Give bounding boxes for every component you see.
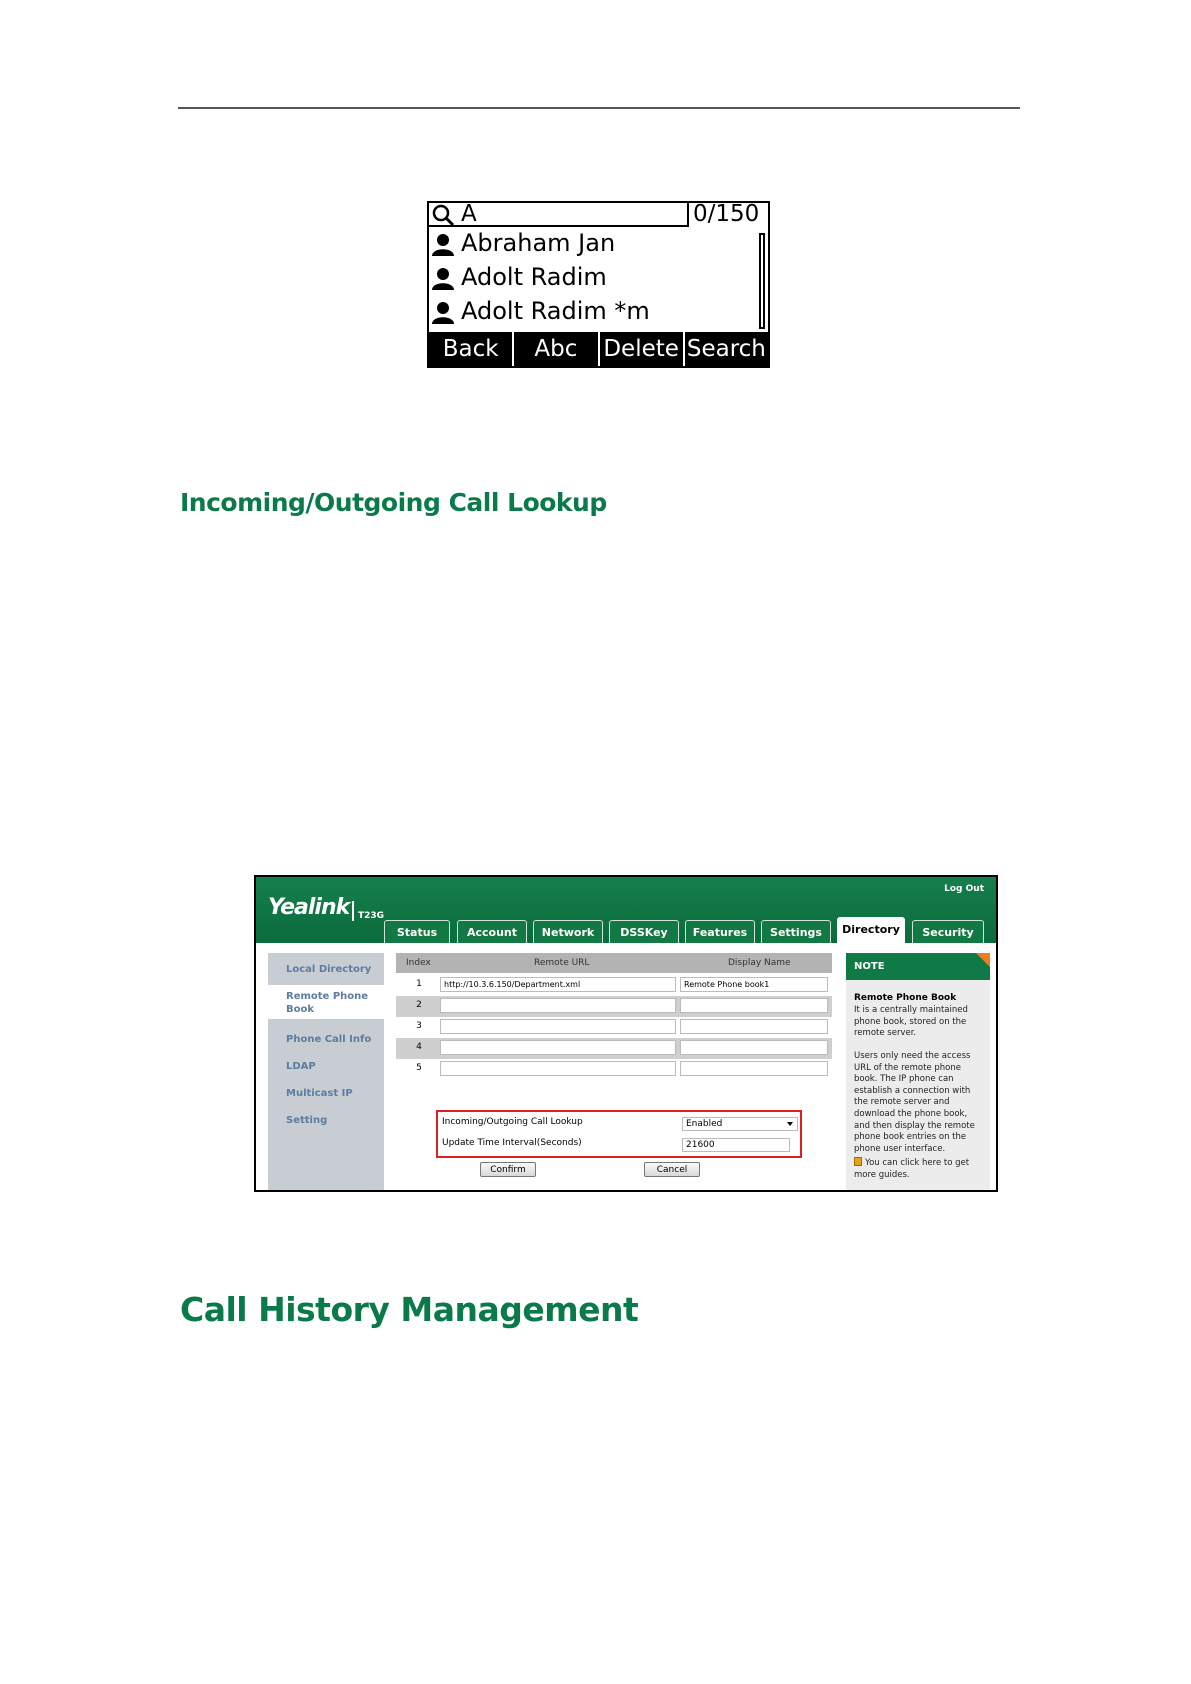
note-paragraph: Users only need the access URL of the remote phone book. The IP phone can establish a connection with the remote server and download the phone book, and then display the remote phone book entries on the phone user interface.: [854, 1051, 975, 1154]
row-index: 3: [416, 1021, 422, 1031]
lcd-scrollbar: [759, 233, 765, 329]
table-row: [396, 975, 832, 996]
lcd-contact-name: Abraham Jan: [461, 229, 616, 257]
yealink-logo: Yealink: [268, 895, 350, 920]
web-ui-screenshot: [254, 875, 998, 1192]
guide-book-icon: [854, 1157, 862, 1166]
table-row: [396, 996, 832, 1017]
call-lookup-select[interactable]: [682, 1117, 798, 1131]
tab-account[interactable]: Account: [457, 920, 527, 943]
update-interval-label: Update Time Interval(Seconds): [442, 1138, 582, 1148]
confirm-button[interactable]: Confirm: [480, 1162, 536, 1177]
display-name-input[interactable]: [680, 998, 828, 1013]
call-lookup-label: Incoming/Outgoing Call Lookup: [442, 1117, 583, 1127]
remote-url-input[interactable]: [440, 1040, 676, 1055]
section-title: Incoming/Outgoing Call Lookup: [180, 488, 607, 517]
tab-settings[interactable]: Settings: [761, 920, 831, 943]
column-header-remote-url: Remote URL: [534, 958, 590, 968]
header-rule: [178, 107, 1020, 109]
highlight-box: [436, 1110, 802, 1158]
phone-lcd-screenshot: [427, 201, 770, 368]
sidebar-item-remote-phone-book[interactable]: Remote Phone Book: [268, 985, 384, 1019]
remote-url-input[interactable]: http://10.3.6.150/Department.xml: [440, 977, 676, 992]
display-name-input[interactable]: Remote Phone book1: [680, 977, 828, 992]
row-index: 5: [416, 1063, 422, 1073]
cancel-button[interactable]: Cancel: [644, 1162, 700, 1177]
table-row: [396, 1038, 832, 1059]
person-icon: [431, 267, 455, 295]
lcd-contact-name: Adolt Radim *m: [461, 297, 650, 325]
row-index: 4: [416, 1042, 422, 1052]
sidebar: [268, 953, 384, 1192]
note-guide-link[interactable]: [854, 1157, 984, 1181]
row-index: 2: [416, 1000, 422, 1010]
softkey-search[interactable]: Search: [686, 336, 766, 362]
note-header: NOTE: [846, 953, 990, 980]
note-guide-text: You can click here to get more guides.: [854, 1158, 970, 1180]
table-row: [396, 1017, 832, 1038]
note-panel: [846, 953, 990, 1192]
lcd-search-field: [429, 203, 689, 227]
lcd-contact-row: [429, 230, 749, 260]
sidebar-item-ldap[interactable]: LDAP: [286, 1061, 316, 1072]
sidebar-item-phone-call-info[interactable]: Phone Call Info: [286, 1034, 372, 1045]
tab-dsskey[interactable]: DSSKey: [609, 920, 679, 943]
dropdown-arrow-icon: [787, 1122, 793, 1126]
person-icon: [431, 301, 455, 329]
column-header-display-name: Display Name: [728, 958, 791, 968]
display-name-input[interactable]: [680, 1040, 828, 1055]
row-index: 1: [416, 979, 422, 989]
tab-features[interactable]: Features: [685, 920, 755, 943]
note-corner-icon: [976, 953, 990, 967]
tab-security[interactable]: Security: [912, 920, 984, 943]
chapter-title: Call History Management: [180, 1290, 639, 1329]
person-icon: [431, 233, 455, 261]
lcd-contact-row: [429, 264, 749, 294]
lcd-contact-row: [429, 298, 749, 328]
table-row: [396, 1059, 832, 1080]
lcd-contact-count: 0/150: [693, 201, 760, 227]
display-name-input[interactable]: [680, 1061, 828, 1076]
magnifier-icon: [431, 204, 461, 232]
tab-status[interactable]: Status: [384, 920, 450, 943]
remote-url-input[interactable]: [440, 998, 676, 1013]
lcd-contact-name: Adolt Radim: [461, 263, 607, 291]
remote-url-input[interactable]: [440, 1019, 676, 1034]
display-name-input[interactable]: [680, 1019, 828, 1034]
softkey-back[interactable]: Back: [429, 332, 514, 366]
note-title: Remote Phone Book: [854, 993, 957, 1003]
note-paragraph: It is a centrally maintained phone book, stored on the remote server.: [854, 1005, 968, 1039]
softkey-abc[interactable]: Abc: [514, 332, 599, 366]
model-label: T23G: [352, 901, 384, 921]
remote-url-input[interactable]: [440, 1061, 676, 1076]
web-header: [256, 877, 996, 943]
column-header-index: Index: [406, 958, 431, 968]
tab-directory[interactable]: Directory: [837, 917, 905, 943]
sidebar-item-multicast-ip[interactable]: Multicast IP: [286, 1088, 353, 1099]
call-lookup-value: Enabled: [686, 1119, 723, 1129]
table-header: [396, 953, 832, 973]
tab-network[interactable]: Network: [533, 920, 603, 943]
softkey-delete[interactable]: Delete: [600, 332, 685, 366]
lcd-softkey-bar: [429, 332, 768, 366]
sidebar-item-setting[interactable]: Setting: [286, 1115, 328, 1126]
logout-link[interactable]: Log Out: [944, 884, 984, 894]
update-interval-input[interactable]: 21600: [682, 1138, 790, 1152]
sidebar-item-local-directory[interactable]: Local Directory: [286, 964, 372, 975]
lcd-search-query: A: [461, 201, 477, 227]
